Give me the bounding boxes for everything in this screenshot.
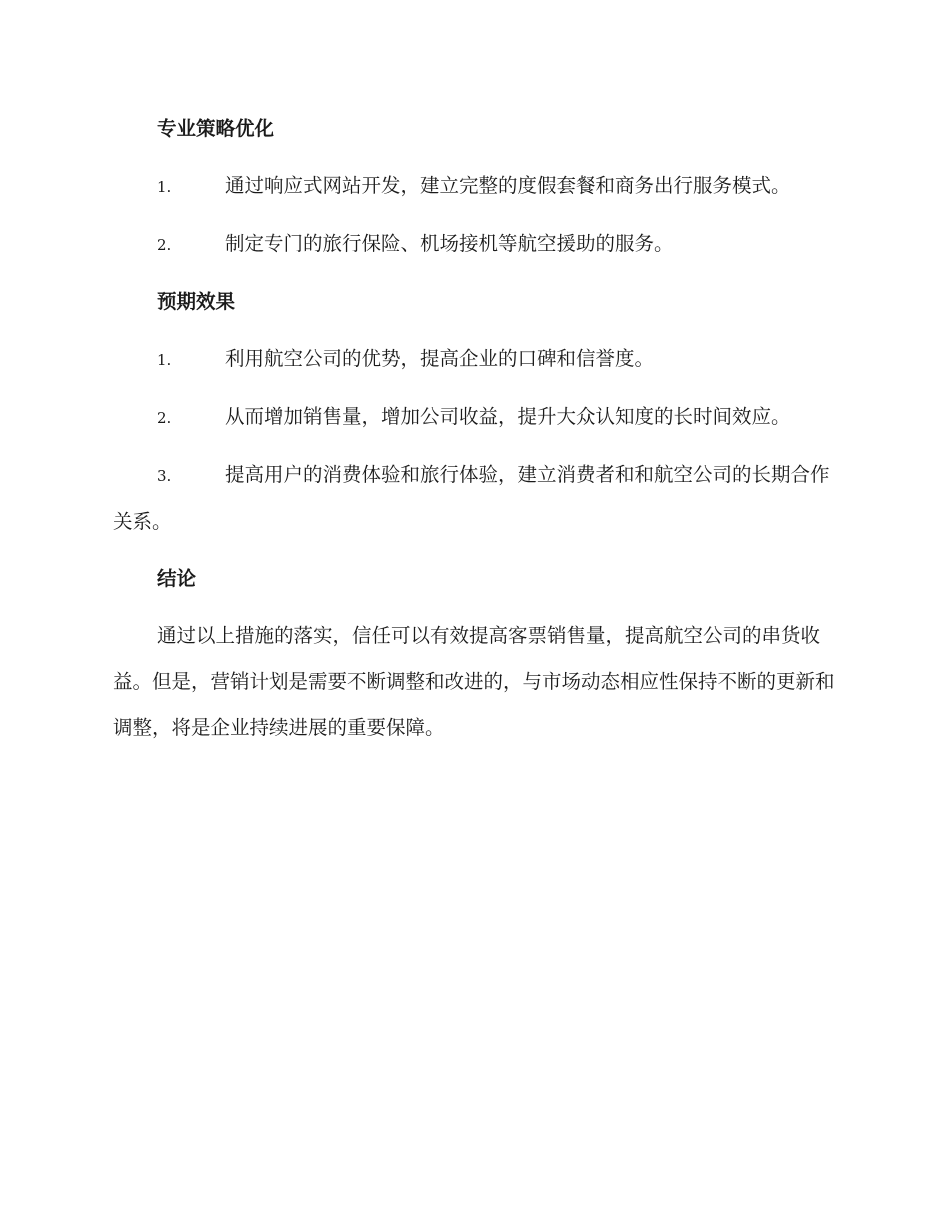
- list-item-text: 利用航空公司的优势，提高企业的口碑和信誉度。: [225, 347, 655, 370]
- section-heading-expected-results: 预期效果: [157, 290, 236, 313]
- conclusion-paragraph: 通过以上措施的落实，信任可以有效提高客票销售量，提高航空公司的串货收益。但是，营销计划是需要不断调整和改进的，与市场动态相应性保持不断的更新和调整，将是企业持续进展的重要保障。: [113, 624, 835, 739]
- list-number: 2.: [157, 409, 172, 427]
- list-item: [113, 163, 835, 210]
- document-page: [113, 106, 835, 762]
- list-number: 1.: [157, 178, 172, 196]
- list-item-text: 提高用户的消费体验和旅行体验，建立消费者和和航空公司的长期合作关系。: [113, 463, 830, 533]
- list-number: 1.: [157, 351, 172, 369]
- list-number: 2.: [157, 236, 172, 254]
- list-item-text: 通过响应式网站开发，建立完整的度假套餐和商务出行服务模式。: [225, 174, 791, 197]
- list-item-text: 从而增加销售量，增加公司收益，提升大众认知度的长时间效应。: [225, 405, 791, 428]
- list-item: [113, 394, 835, 441]
- section-heading-conclusion: 结论: [157, 567, 197, 590]
- section-heading-strategy: 专业策略优化: [157, 117, 275, 140]
- list-item: [113, 221, 835, 268]
- list-item: [113, 336, 835, 383]
- list-item-text: 制定专门的旅行保险、机场接机等航空援助的服务。: [225, 232, 674, 255]
- list-number: 3.: [157, 467, 172, 485]
- list-item: [113, 452, 835, 545]
